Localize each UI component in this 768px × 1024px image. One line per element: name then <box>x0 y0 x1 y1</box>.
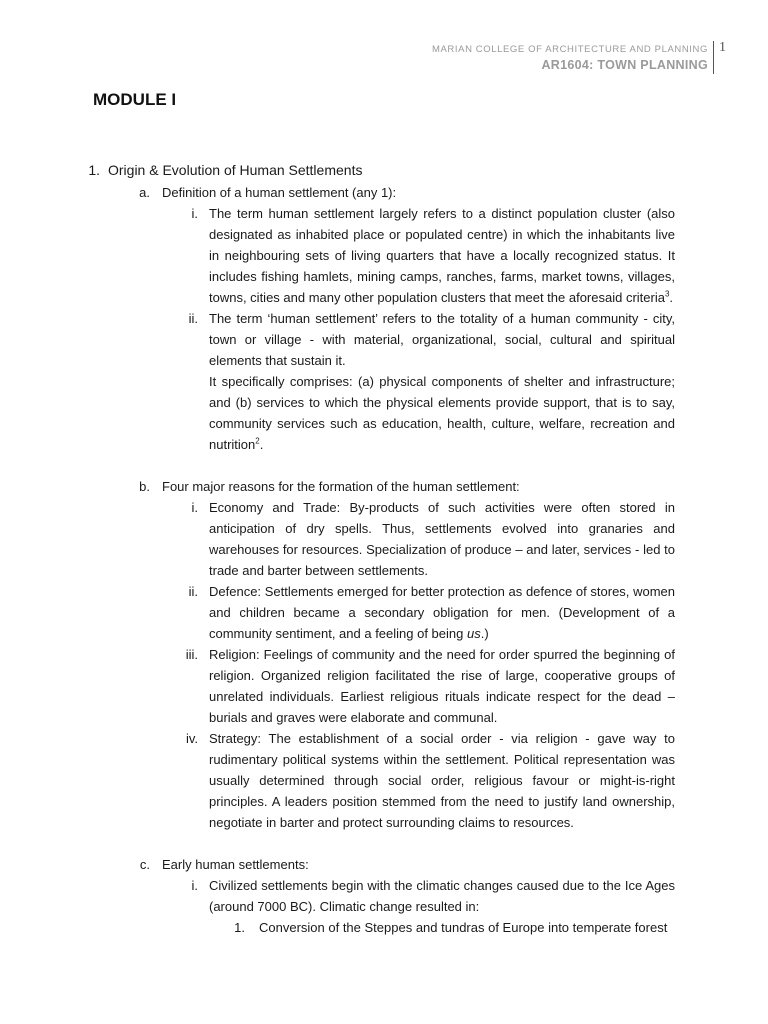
section-title: Origin & Evolution of Human Settlements <box>108 162 363 178</box>
item-number: iii. <box>185 647 198 662</box>
subsection-title-b: Four major reasons for the formation of the human settlement: <box>162 479 520 494</box>
item-number: i. <box>191 878 198 893</box>
reason-economy-paragraph: Economy and Trade: By-products of such activities were often stored in anticipation of dry spells. Thus, settlements evolved into granaries and warehouses for resources. Specialization of produce – and later, services - led to trade and barter between settlements. <box>209 500 675 578</box>
item-number: i. <box>191 500 198 515</box>
subsection-label-b: b. <box>139 479 150 494</box>
reason-religion-paragraph: Religion: Feelings of community and the need for order spurred the beginning of religion. Organized religion facilitated the rise of large, cooperative groups of unrelated individuals. Earliest religious rituals indicate respect for the dead – burials and graves were elaborate and communal. <box>209 647 675 725</box>
page-number: 1 <box>719 40 726 55</box>
item-number: iv. <box>185 731 198 746</box>
item-number: ii. <box>188 584 198 599</box>
item-number: ii. <box>188 311 198 326</box>
early-settlements-paragraph: Civilized settlements begin with the climatic changes caused due to the Ice Ages (around 7000 BC). Climatic change resulted in: <box>209 878 675 914</box>
item-number: i. <box>191 206 198 221</box>
subsection-label-c: c. <box>139 857 150 872</box>
definition-paragraph-1: The term human settlement largely refers to a distinct population cluster (also designated as inhabited place or populated centre) in which the inhabitants live in neighbouring sets of living quarters that have a locally recognized status. It includes fishing hamlets, mining camps, ranches, farms, market towns, villages, towns, cities and many other population clusters that meet the aforesaid criteria$^3$. <box>209 206 675 305</box>
item-number: 1. <box>234 920 245 935</box>
running-header <box>432 43 708 73</box>
college-name: MARIAN COLLEGE OF ARCHITECTURE AND PLANNING <box>431 44 708 55</box>
definition-paragraph-2: The term ‘human settlement’ refers to the totality of a human community - city, town or village - with material, organizational, social, cultural and spiritual elements that sustain it. <box>209 311 675 368</box>
section-number: 1. <box>88 162 100 178</box>
module-title: MODULE I <box>93 90 177 109</box>
subsection-label-a: a. <box>139 185 150 200</box>
reason-strategy-paragraph: Strategy: The establishment of a social order - via religion - gave way to rudimentary political systems within the settlement. Political representation was usually determined through social order, religious favour or might-is-right principles. A leaders position stemmed from the need to justify land ownership, negotiate in barter and protect surrounding claims to resources. <box>209 731 675 830</box>
subsection-title-a: Definition of a human settlement (any 1): <box>162 185 397 200</box>
definition-paragraph-2b: It specifically comprises: (a) physical components of shelter and infrastructure; and (b) services to which the physical elements provide support, that is to say, community services such as education, health, culture, welfare, recreation and nutrition$^2$. <box>209 374 675 452</box>
course-code: AR1604: TOWN PLANNING <box>541 58 708 72</box>
reason-defence-paragraph: Defence: Settlements emerged for better protection as defence of stores, women and children became a secondary obligation for men. (Development of a community sentiment, and a feeling of being us.) <box>209 584 675 641</box>
subsection-title-c: Early human settlements: <box>162 857 309 872</box>
header-divider <box>713 41 714 74</box>
climatic-change-item: Conversion of the Steppes and tundras of Europe into temperate forest <box>259 920 668 935</box>
